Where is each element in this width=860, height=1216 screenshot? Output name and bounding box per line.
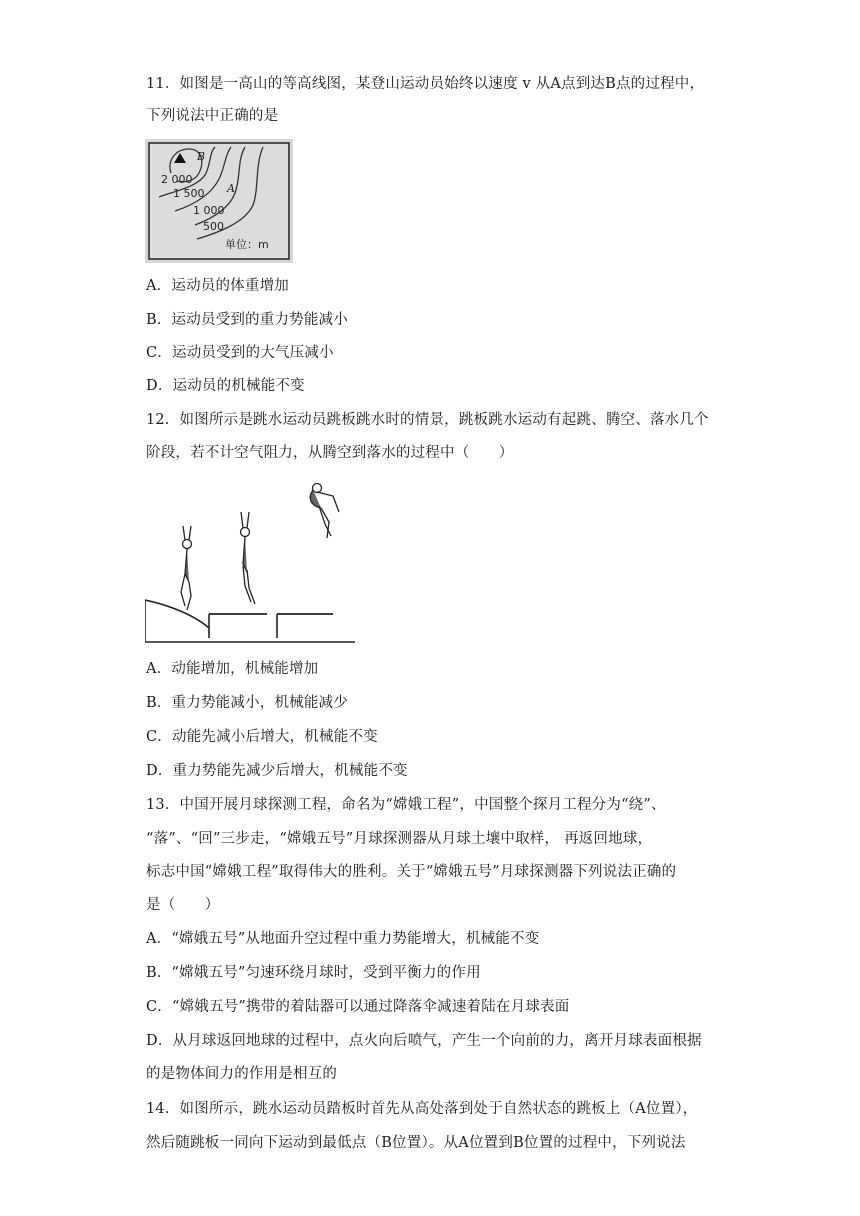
q13-stem-line4: 是（ ）: [146, 897, 220, 913]
q12-option-c: C．动能先减小后增大，机械能不变: [146, 729, 378, 745]
point-a-label: A: [227, 182, 235, 195]
q12-option-d: D．重力势能先减少后增大，机械能不变: [146, 763, 408, 779]
q11-stem-line2: 下列说法中正确的是: [146, 108, 279, 124]
q12-stem-line1: 12．如图所示是跳水运动员跳板跳水时的情景，跳板跳水运动有起跳、腾空、落水几个: [146, 412, 709, 428]
q11-option-c: C．运动员受到的大气压减小: [146, 345, 334, 361]
diver-takeoff: [181, 526, 192, 610]
contour-map-figure: [145, 139, 293, 263]
diving-sequence-figure: [145, 478, 357, 646]
q13-option-d-line2: 的是物体间力的作用是相互的: [146, 1066, 338, 1082]
unit-label: 单位：m: [225, 238, 269, 251]
q14-stem-line1: 14．如图所示，跳水运动员踏板时首先从高处落到处于自然状态的跳板上（A位置），: [146, 1101, 698, 1117]
contour-1500-label: 1 500: [173, 187, 205, 200]
diver-rising: [241, 512, 256, 604]
q13-option-d-line1: D．从月球返回地球的过程中，点火向后喷气，产生一个向前的力，离开月球表面根据: [146, 1033, 702, 1049]
q12-option-b: B．重力势能减小，机械能减少: [146, 695, 348, 711]
contour-1000-label: 1 000: [193, 204, 225, 217]
q13-option-c: C．“嫦娥五号”携带的着陆器可以通过降落伞减速着陆在月球表面: [146, 999, 570, 1015]
diving-board-base: [145, 600, 209, 628]
q11-option-d: D．运动员的机械能不变: [146, 378, 305, 394]
q13-option-b: B．“嫦娥五号”匀速环绕月球时，受到平衡力的作用: [146, 965, 481, 981]
q12-stem-line2: 阶段，若不计空气阻力，从腾空到落水的过程中（ ）: [146, 445, 514, 461]
q11-option-b: B．运动员受到的重力势能减小: [146, 312, 348, 328]
q13-stem-line3: 标志中国“嫦娥工程”取得伟大的胜利。关于“嫦娥五号”月球探测器下列说法正确的: [146, 864, 677, 880]
diver-airborne: [310, 484, 339, 539]
q13-stem-line2: “落”、“回”三步走，“嫦娥五号”月球探测器从月球土壤中取样， 再返回地球，: [146, 831, 653, 847]
point-b-label: B: [197, 150, 206, 163]
contour-2000-label: 2 000: [161, 173, 193, 186]
q14-stem-line2: 然后随跳板一同向下运动到最低点（B位置）。从A位置到B位置的过程中，下列说法: [146, 1135, 686, 1151]
q12-option-a: A．动能增加，机械能增加: [146, 661, 319, 677]
q11-option-a: A．运动员的体重增加: [146, 278, 289, 294]
q11-stem-line1: 11．如图是一高山的等高线图，某登山运动员始终以速度 v 从A点到达B点的过程中，: [146, 76, 705, 92]
q13-stem-line1: 13．中国开展月球探测工程，命名为“嫦娥工程”，中国整个探月工程分为“绕”、: [146, 797, 666, 813]
q13-option-a: A．“嫦娥五号”从地面升空过程中重力势能增大，机械能不变: [146, 931, 540, 947]
contour-500-label: 500: [203, 220, 224, 233]
